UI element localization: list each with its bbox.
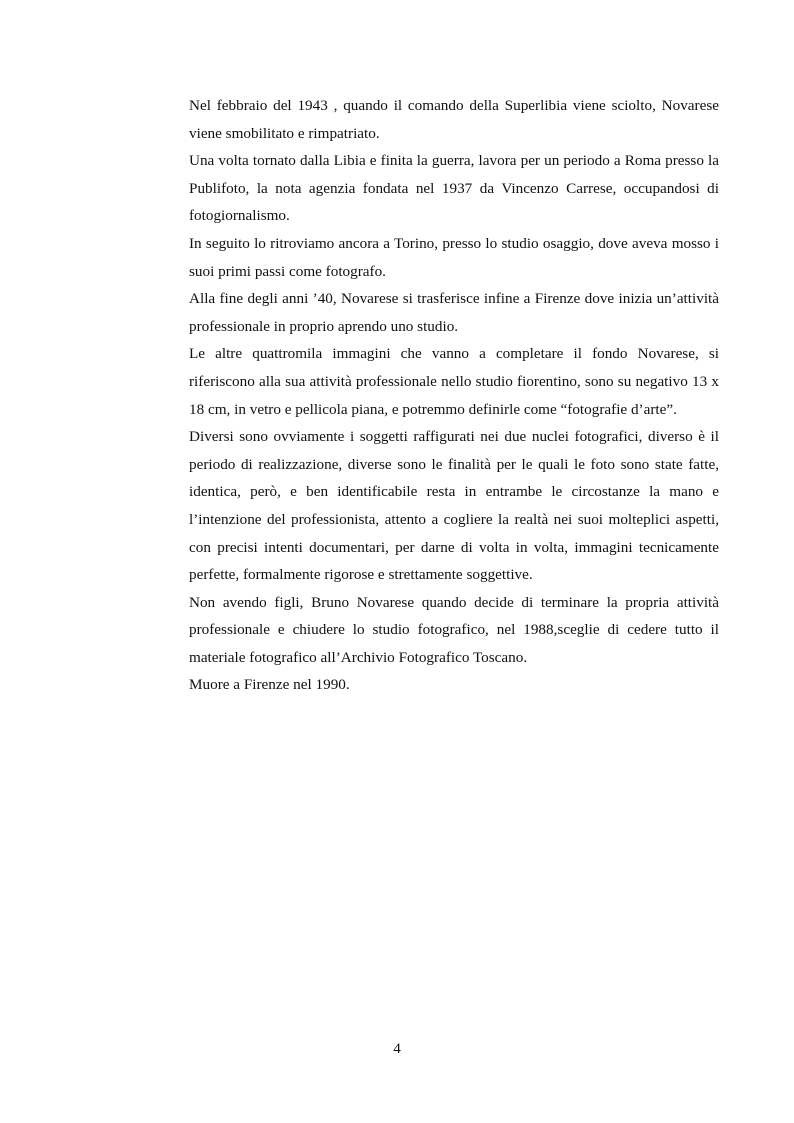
page-number: 4 <box>393 1040 401 1057</box>
paragraph-2: Una volta tornato dalla Libia e finita la guerra, lavora per un periodo a Roma presso la Publifoto, la nota agenzia fondata nel 1937 da Vincenzo Carrese, occupandosi di fotogiornalismo. <box>189 152 719 225</box>
body-text <box>189 92 719 699</box>
paragraph-3: In seguito lo ritroviamo ancora a Torino, presso lo studio osaggio, dove aveva mosso i suoi primi passi come fotografo. <box>189 234 719 280</box>
paragraph-8: Muore a Firenze nel 1990. <box>189 676 350 694</box>
paragraph-7: Non avendo figli, Bruno Novarese quando decide di terminare la propria attività professionale e chiudere lo studio fotografico, nel 1988,sceglie di cedere tutto il materiale fotografico all’Archivio Fotografico Toscano. <box>189 593 719 666</box>
paragraph-1: Nel febbraio del 1943 , quando il comando della Superlibia viene sciolto, Novarese viene smobilitato e rimpatriato. <box>189 97 719 142</box>
paragraph-6: Diversi sono ovviamente i soggetti raffigurati nei due nuclei fotografici, diverso è il periodo di realizzazione, diverse sono le finalità per le quali le foto sono state fatte, identica, però, e ben identificabile resta in entrambe le circostanze la mano e l’intenzione del professionista, attento a cogliere la realtà nei suoi molteplici aspetti, con precisi intenti documentari, per darne di volta in volta, immagini tecnicamente perfette, formalmente rigorose e strettamente soggettive. <box>189 428 719 584</box>
paragraph-4: Alla fine degli anni ’40, Novarese si trasferisce infine a Firenze dove inizia un’attività professionale in proprio aprendo uno studio. <box>189 290 719 335</box>
paragraph-5: Le altre quattromila immagini che vanno a completare il fondo Novarese, si riferiscono alla sua attività professionale nello studio fiorentino, sono su negativo 13 x 18 cm, in vetro e pellicola piana, e potremmo definirle come “fotografie d’arte”. <box>189 345 719 418</box>
